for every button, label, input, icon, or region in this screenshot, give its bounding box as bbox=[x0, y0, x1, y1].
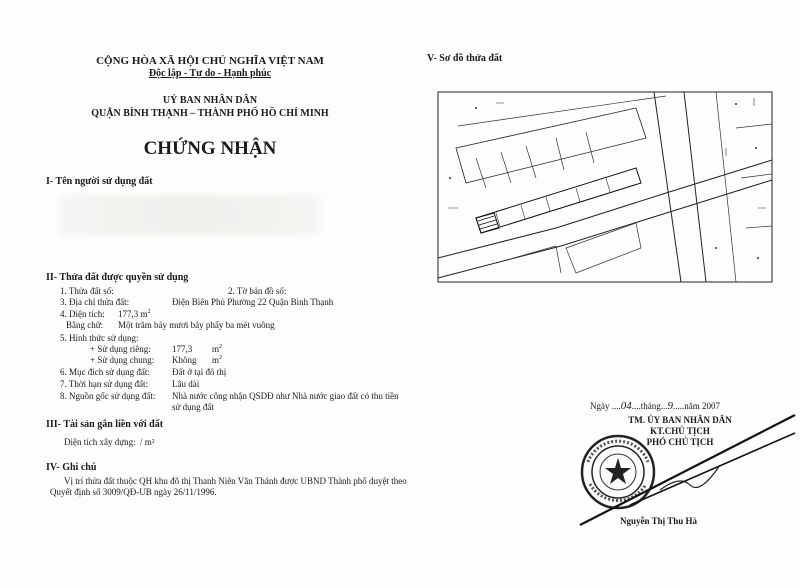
shared-use-value: Không bbox=[172, 355, 197, 365]
area-words-label: Bằng chữ: bbox=[66, 320, 104, 330]
signer-org: TM. ỦY BAN NHÂN DÂN bbox=[628, 415, 732, 425]
note-line1: Vị trí thửa đất thuộc QH khu đô thị Thanh Niên Văn Thánh được UBND Thành phố duyệt theo bbox=[64, 476, 407, 486]
private-use-value: 177,3 bbox=[172, 344, 193, 354]
usage-form-label: 5. Hình thức sử dụng: bbox=[60, 333, 139, 343]
area-words-value: Một trăm bảy mươi bảy phẩy ba mét vuông bbox=[118, 320, 275, 330]
issue-date: Ngày ....04....tháng...9.....năm 2007 bbox=[590, 400, 720, 412]
address-label: 3. Địa chỉ thửa đất: bbox=[60, 297, 130, 307]
handwritten-signature bbox=[570, 395, 800, 535]
private-use-label: + Sử dụng riêng: bbox=[90, 344, 151, 354]
built-area-label: Diện tích xây dựng: bbox=[64, 437, 136, 447]
address-value: Điện Biên Phủ Phường 22 Quận Bình Thạnh bbox=[172, 297, 334, 307]
section3-heading: III- Tài sản gắn liền với đất bbox=[46, 419, 164, 430]
document-title: CHỨNG NHẬN bbox=[143, 138, 277, 159]
parcel-map-diagram bbox=[436, 88, 776, 288]
district-name: QUẬN BÌNH THẠNH – THÀNH PHỐ HỒ CHÍ MINH bbox=[91, 108, 329, 119]
section2-heading: II- Thửa đất được quyền sử dụng bbox=[46, 272, 189, 283]
signer-role1: KT.CHỦ TỊCH bbox=[650, 426, 710, 436]
signer-role2: PHÓ CHỦ TỊCH bbox=[646, 437, 714, 447]
origin-value-line2: sử dụng đất bbox=[172, 402, 214, 412]
term-label: 7. Thời hạn sử dụng đất: bbox=[60, 379, 148, 389]
section5-heading: V- Sơ đồ thửa đất bbox=[427, 53, 503, 64]
republic-header: CỘNG HÒA XÃ HỘI CHỦ NGHĨA VIỆT NAM bbox=[96, 55, 324, 67]
purpose-label: 6. Mục đích sử dụng đất: bbox=[60, 367, 150, 377]
origin-label: 8. Nguồn gốc sử dụng đất: bbox=[60, 391, 156, 401]
redacted-name-area bbox=[60, 195, 320, 235]
area-value: 177,3 $m^2$ bbox=[118, 309, 151, 319]
motto: Độc lập - Tự do - Hạnh phúc bbox=[148, 68, 272, 79]
private-use-unit: $m^2$ bbox=[212, 344, 223, 354]
built-area-value: / m² bbox=[140, 437, 155, 447]
right-page bbox=[420, 0, 800, 588]
term-value: Lâu dài bbox=[172, 379, 200, 389]
parcel-number-label: 1. Thửa đất số: bbox=[60, 286, 114, 296]
section4-heading: IV- Ghi chú bbox=[46, 462, 97, 473]
purpose-value: Đất ở tại đô thị bbox=[172, 367, 227, 377]
committee-name: UỶ BAN NHÂN DÂN bbox=[162, 95, 258, 106]
origin-value-line1: Nhà nước công nhận QSDĐ như Nhà nước giao đất có thu tiền bbox=[172, 391, 399, 401]
area-label: 4. Diện tích: bbox=[60, 309, 105, 319]
note-line2: Quyết định số 3009/QĐ-UB ngày 26/11/1996. bbox=[50, 487, 217, 497]
section1-heading: I- Tên người sử dụng đất bbox=[46, 176, 153, 187]
signer-name: Nguyễn Thị Thu Hà bbox=[620, 516, 697, 526]
map-sheet-label: 2. Tờ bản đồ số: bbox=[228, 286, 287, 296]
shared-use-label: + Sử dụng chung: bbox=[90, 355, 155, 365]
shared-use-unit: $m^2$ bbox=[212, 355, 223, 365]
